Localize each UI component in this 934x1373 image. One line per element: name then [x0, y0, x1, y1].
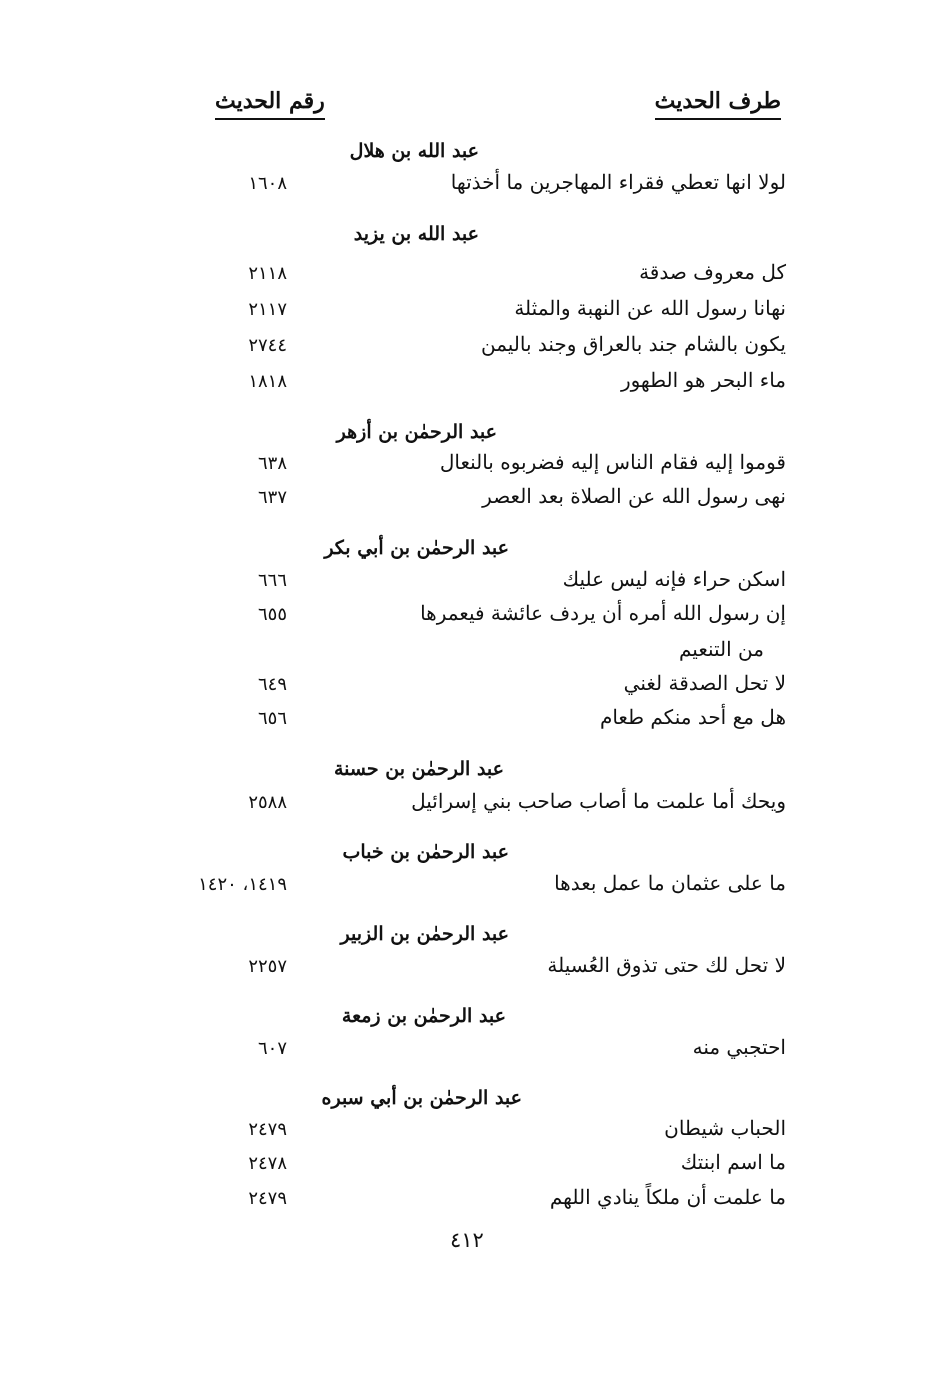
hadith-column-header: طرف الحديث: [655, 88, 781, 120]
hadith-number: ٢١١٧: [248, 299, 287, 320]
hadith-text: ويحك أما علمت ما أصاب صاحب بني إسرائيل: [411, 789, 786, 813]
hadith-number: ١٤١٩، ١٤٢٠: [198, 874, 287, 895]
hadith-text: لا تحل لك حتى تذوق العُسيلة: [547, 953, 786, 977]
hadith-text: لا تحل الصدقة لغني: [623, 671, 786, 695]
hadith-number: ١٦٠٨: [248, 173, 287, 194]
hadith-number: ٦٦٦: [257, 570, 287, 591]
hadith-number: ٦٥٥: [257, 604, 287, 625]
hadith-number: ٢٤٧٩: [248, 1188, 287, 1209]
hadith-text: ماء البحر هو الطهور: [620, 368, 786, 392]
hadith-number: ٦٣٧: [257, 487, 287, 508]
hadith-continuation: من التنعيم: [678, 637, 764, 661]
hadith-text: يكون بالشام جند بالعراق وجند باليمن: [480, 332, 786, 356]
hadith-text: إن رسول الله أمره أن يردف عائشة فيعمرها: [420, 601, 786, 625]
hadith-number: ٦٥٦: [257, 708, 287, 729]
hadith-text: ما اسم ابنتك: [680, 1150, 786, 1174]
hadith-number: ٢٤٧٨: [248, 1153, 287, 1174]
hadith-text: الحباب شيطان: [664, 1116, 786, 1140]
narrator-heading: عبد الرحمٰن بن خباب: [342, 841, 509, 863]
hadith-number: ٢١١٨: [248, 263, 287, 284]
page-number: ٤١٢: [450, 1228, 484, 1252]
narrator-heading: عبد الرحمٰن بن أبي سبره: [321, 1087, 522, 1109]
hadith-number: ٢٥٨٨: [248, 792, 287, 813]
narrator-heading: عبد الرحمٰن بن الزبير: [340, 923, 509, 945]
hadith-text: نهانا رسول الله عن النهبة والمثلة: [514, 296, 786, 320]
narrator-heading: عبد الرحمٰن بن زمعة: [341, 1005, 506, 1027]
narrator-heading: عبد الرحمٰن بن أزهر: [336, 421, 497, 443]
narrator-heading: عبد الله بن هلال: [349, 140, 479, 162]
hadith-number: ٢٧٤٤: [248, 335, 287, 356]
hadith-text: نهى رسول الله عن الصلاة بعد العصر: [482, 484, 786, 508]
narrator-heading: عبد الرحمٰن بن أبي بكر: [324, 537, 509, 559]
hadith-text: ما علمت أن ملكاً ينادي اللهم: [549, 1185, 786, 1209]
narrator-heading: عبد الرحمٰن بن حسنة: [334, 758, 504, 780]
hadith-number: ٦٤٩: [257, 674, 287, 695]
hadith-text: ما على عثمان ما عمل بعدها: [554, 871, 786, 895]
hadith-number: ٦٠٧: [257, 1038, 287, 1059]
hadith-text: لولا انها تعطي فقراء المهاجرين ما أخذتها: [450, 170, 786, 194]
hadith-number: ٢٢٥٧: [248, 956, 287, 977]
hadith-text: كل معروف صدقة: [639, 260, 786, 284]
narrator-heading: عبد الله بن يزيد: [353, 223, 479, 245]
hadith-number: ١٨١٨: [248, 371, 287, 392]
number-column-header: رقم الحديث: [215, 88, 325, 120]
hadith-number: ٦٣٨: [257, 453, 287, 474]
hadith-number: ٢٤٧٩: [248, 1119, 287, 1140]
hadith-text: احتجبي منه: [692, 1035, 786, 1059]
hadith-text: اسكن حراء فإنه ليس عليك: [562, 567, 786, 591]
hadith-text: قوموا إليه فقام الناس إليه فضربوه بالنعال: [439, 450, 786, 474]
hadith-text: هل مع أحد منكم طعام: [599, 705, 786, 729]
